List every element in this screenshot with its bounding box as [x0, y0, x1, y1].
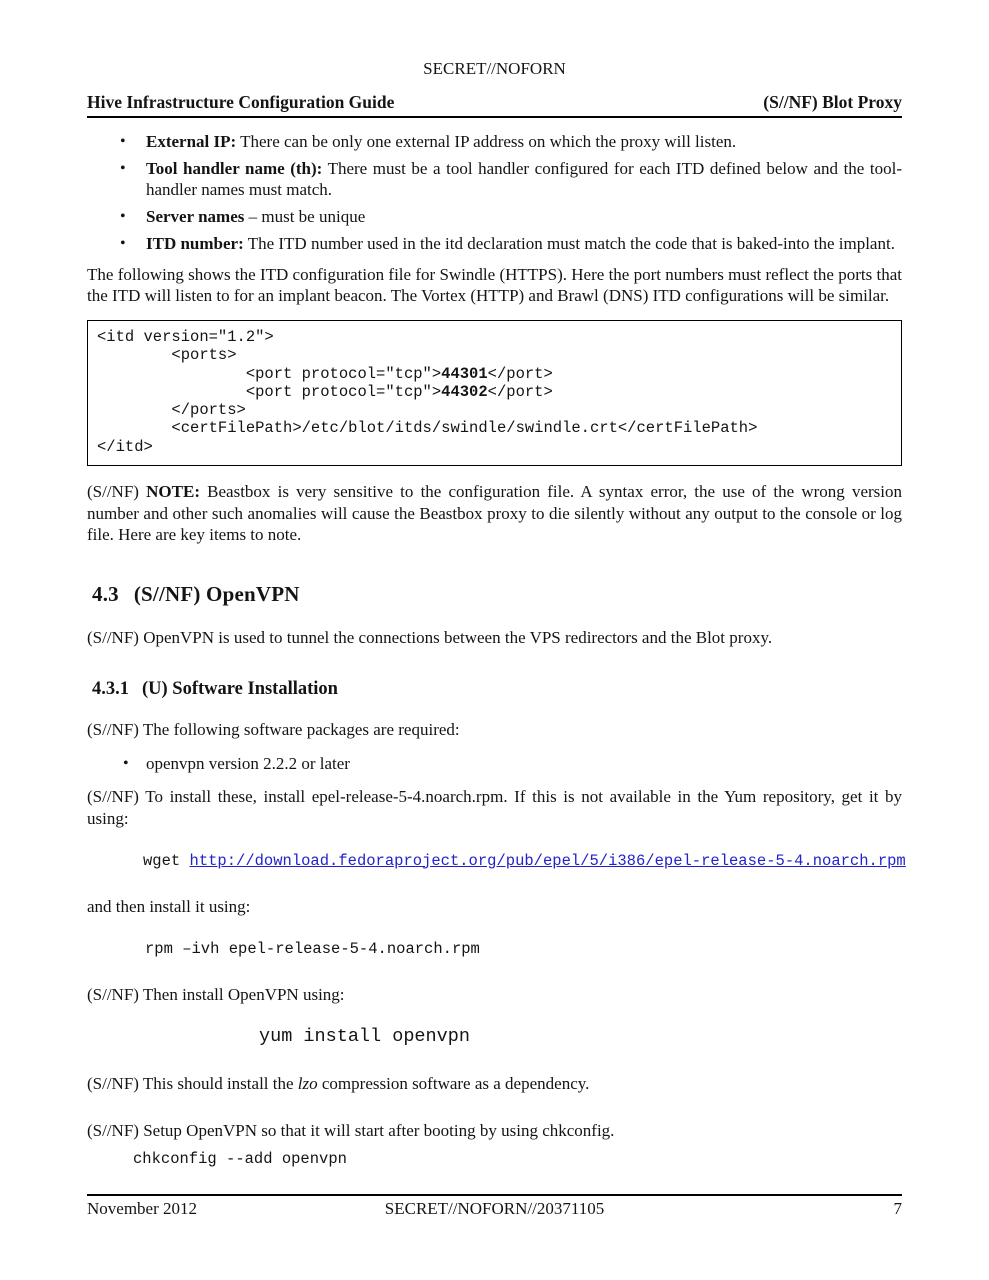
section-heading-4-3 [92, 581, 902, 607]
paragraph-note [87, 481, 902, 546]
code-text: <port protocol="tcp"> [97, 364, 442, 383]
bullet-text: There must be a tool handler configured for each ITD defined below and the tool-handler names must match. [146, 158, 903, 200]
code-line [97, 365, 892, 383]
note-label: NOTE: [146, 482, 200, 501]
bullet-text: There can be only one external IP address on which the proxy will listen. [236, 132, 737, 151]
code-line [97, 346, 892, 364]
code-text: <ports> [97, 346, 237, 365]
bullet-label: Tool handler name (th): [146, 158, 323, 178]
section-number: 4.3 [92, 582, 119, 607]
lzo-text-after: compression software as a dependency. [317, 1074, 590, 1094]
bullet-text: The ITD number used in the itd declaration must match the code that is baked-into the implant. [243, 233, 895, 253]
paragraph-itd-config: The following shows the ITD configuration file for Swindle (HTTPS). Here the port numbers must reflect the ports that the ITD will listen to for an implant beacon. The Vortex (HTTP) and Brawl (DNS) ITD configurations will be similar. [87, 264, 902, 306]
bullet-label: Server names [146, 207, 245, 227]
section-title: (U) Software Installation [142, 678, 338, 699]
section-number: 4.3.1 [92, 678, 129, 699]
command-text: wget [143, 851, 190, 870]
note-prefix: (S//NF) [87, 482, 147, 501]
document-header [87, 92, 902, 118]
code-text: <itd version="1.2"> [97, 327, 274, 346]
paragraph-lzo [87, 1073, 902, 1095]
doc-title: Hive Infrastructure Configuration Guide [87, 92, 395, 112]
footer-page-number: 7 [893, 1199, 902, 1218]
paragraph-then-openvpn: (S//NF) Then install OpenVPN using: [87, 985, 345, 1005]
config-bullet-list [87, 131, 902, 255]
code-text: </port> [487, 364, 553, 383]
command-rpm: rpm –ivh epel-release-5-4.noarch.rpm [145, 940, 480, 959]
package-bullet-list [87, 753, 902, 775]
lzo-term: lzo [297, 1074, 318, 1094]
code-line [97, 328, 892, 346]
code-line [97, 383, 892, 401]
list-item [87, 233, 902, 255]
command-yum: yum install openvpn [259, 1026, 470, 1048]
code-text: <certFilePath>/etc/blot/itds/swindle/swindle.crt</certFilePath> [97, 419, 758, 438]
section-heading-4-3-1 [92, 678, 902, 701]
paragraph-then-install: and then install it using: [87, 896, 251, 916]
bullet-label: External IP: [146, 132, 237, 151]
footer-classification: SECRET//NOFORN//20371105 [384, 1199, 605, 1218]
code-line [97, 419, 892, 437]
code-line [97, 438, 892, 456]
bullet-text: – must be unique [244, 207, 366, 227]
list-item [87, 206, 902, 228]
list-item [87, 131, 902, 153]
itd-config-code-block [87, 320, 902, 466]
classification-banner: SECRET//NOFORN [423, 59, 566, 78]
command-chkconfig: chkconfig --add openvpn [133, 1150, 347, 1169]
code-text: </port> [487, 382, 553, 401]
footer-date: November 2012 [87, 1199, 198, 1218]
paragraph-setup-chkconfig: (S//NF) Setup OpenVPN so that it will start after booting by using chkconfig. [87, 1120, 615, 1140]
code-port-number: 44302 [441, 382, 488, 401]
code-port-number: 44301 [441, 364, 488, 383]
code-text: </ports> [97, 401, 246, 420]
bullet-label: ITD number: [146, 233, 244, 253]
section-title: (S//NF) OpenVPN [133, 582, 300, 607]
code-line [97, 401, 892, 419]
paragraph-install: (S//NF) To install these, install epel-release-5-4.noarch.rpm. If this is not available in the Yum repository, get it by using: [87, 787, 902, 828]
list-item: • openvpn version 2.2.2 or later [87, 753, 902, 775]
list-item [87, 158, 902, 201]
paragraph-openvpn: (S//NF) OpenVPN is used to tunnel the connections between the VPS redirectors and the Blot proxy. [87, 628, 773, 648]
doc-header-right: (S//NF) Blot Proxy [763, 92, 902, 112]
epel-download-link[interactable]: http://download.fedoraproject.org/pub/epel/5/i386/epel-release-5-4.noarch.rpm [189, 851, 906, 870]
command-wget [143, 851, 906, 871]
paragraph-packages: (S//NF) The following software packages are required: [87, 719, 460, 739]
document-footer [87, 1194, 902, 1219]
code-text: </itd> [97, 437, 153, 456]
code-text: <port protocol="tcp"> [97, 382, 442, 401]
lzo-text-before: (S//NF) This should install the [87, 1074, 298, 1094]
note-text: Beastbox is very sensitive to the configuration file. A syntax error, the use of the wrong version number and other such anomalies will cause the Beastbox proxy to die silently without any output to the console or log file. Here are key items to note. [87, 482, 902, 545]
